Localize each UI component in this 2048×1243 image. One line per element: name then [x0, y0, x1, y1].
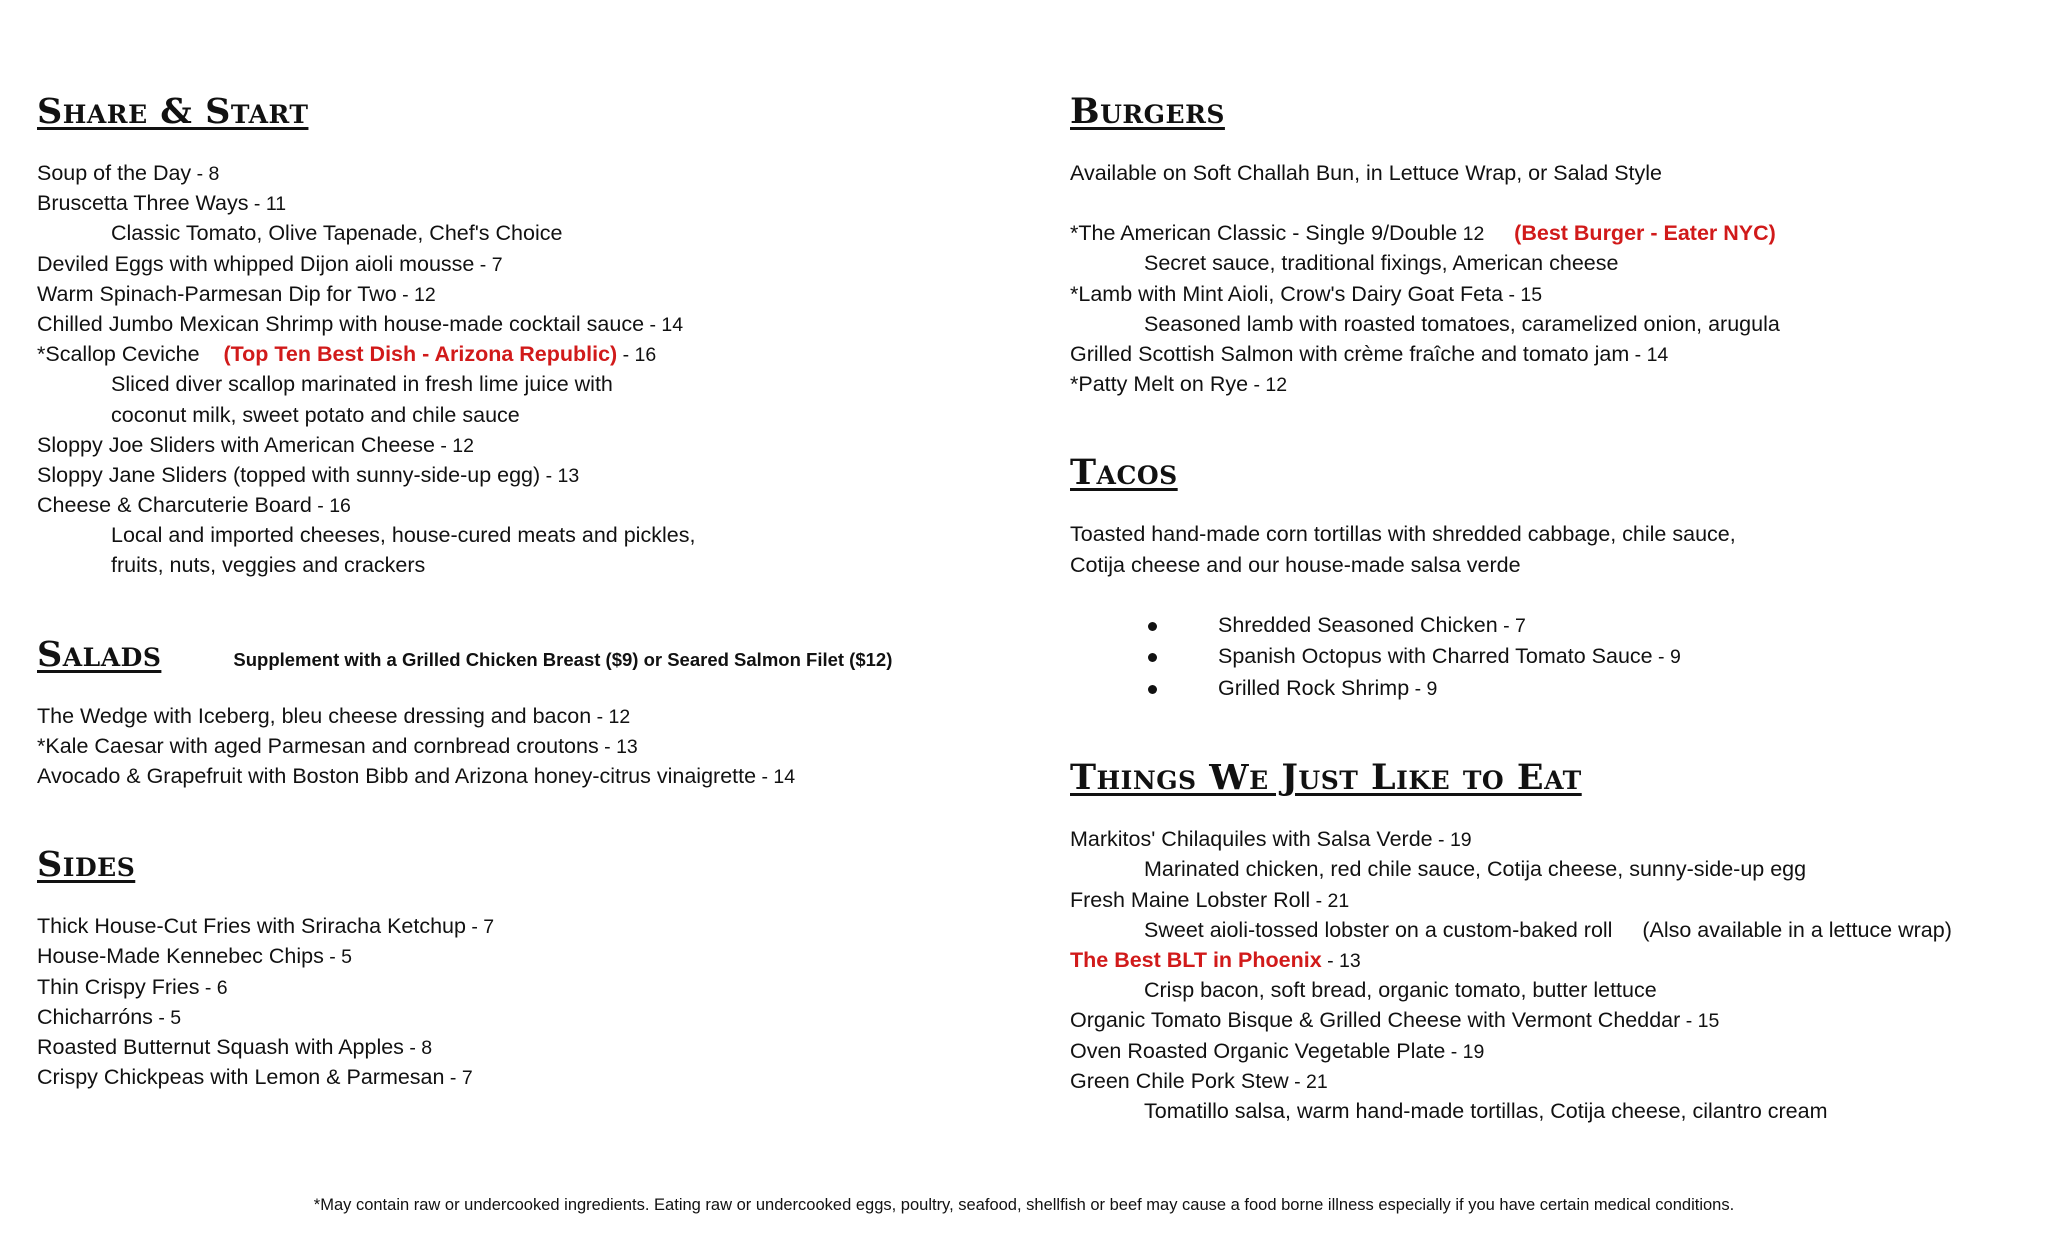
burgers-intro: Available on Soft Challah Bun, in Lettuce Wrap, or Salad Style	[1070, 161, 1663, 185]
menu-item: *Patty Melt on Rye - 12	[1070, 372, 1288, 397]
food-safety-disclaimer: *May contain raw or undercooked ingredients. Eating raw or undercooked eggs, poultry, seafood, shellfish or beef may cause a food borne illness especially if you have certain medical conditions.	[313, 1196, 1735, 1214]
lettuce-wrap-note: (Also available in a lettuce wrap)	[1642, 917, 1952, 942]
menu-item: Roasted Butternut Squash with Apples - 8	[37, 1034, 433, 1059]
left-column	[37, 92, 1037, 1092]
things-heading: Things We Just Like to Eat	[1070, 757, 1582, 799]
menu-item: Warm Spinach-Parmesan Dip for Two - 12	[37, 281, 436, 306]
bullet-icon	[1148, 622, 1157, 631]
menu-item: House-Made Kennebec Chips - 5	[37, 944, 353, 969]
list-item: Shredded Seasoned Chicken - 7	[1070, 610, 2030, 642]
burgers-heading: Burgers	[1070, 91, 1225, 132]
menu-item-description: Sweet aioli-tossed lobster on a custom-baked roll (Also available in a lettuce wrap)	[1144, 917, 1952, 942]
menu-item-description: Sliced diver scallop marinated in fresh lime juice with	[111, 372, 613, 397]
menu-item: Thick House-Cut Fries with Sriracha Ketchup - 7	[37, 914, 495, 939]
menu-item-description: Crisp bacon, soft bread, organic tomato, butter lettuce	[1144, 978, 1657, 1003]
award-item-name: The Best BLT in Phoenix	[1070, 947, 1322, 972]
burgers-section	[1070, 92, 2030, 399]
menu-item: Crispy Chickpeas with Lemon & Parmesan - 7	[37, 1065, 473, 1090]
tacos-section	[1070, 453, 2030, 704]
menu-item: Avocado & Grapefruit with Boston Bibb and Arizona honey-citrus vinaigrette - 14	[37, 764, 796, 788]
menu-item-description: Local and imported cheeses, house-cured meats and pickles,	[111, 523, 696, 548]
menu-item: Sloppy Joe Sliders with American Cheese - 12	[37, 432, 474, 457]
menu-item: Oven Roasted Organic Vegetable Plate - 19	[1070, 1038, 1485, 1063]
menu-item: Cheese & Charcuterie Board - 16	[37, 493, 351, 518]
right-column	[1070, 92, 2030, 1126]
menu-item: *Lamb with Mint Aioli, Crow's Dairy Goat Feta - 15	[1070, 281, 1543, 306]
menu-item: Grilled Scottish Salmon with crème fraîche and tomato jam - 14	[1070, 341, 1669, 366]
menu-item: *Scallop Ceviche (Top Ten Best Dish - Arizona Republic) - 16	[37, 342, 657, 367]
menu-item: Markitos' Chilaquiles with Salsa Verde - 19	[1070, 827, 1472, 852]
award-badge: (Best Burger - Eater NYC)	[1514, 221, 1776, 246]
tacos-intro-line: Cotija cheese and our house-made salsa verde	[1070, 552, 1521, 577]
share-start-heading: Share & Start	[37, 91, 309, 132]
menu-item-description: fruits, nuts, veggies and crackers	[111, 553, 426, 578]
menu-item-description: Marinated chicken, red chile sauce, Cotija cheese, sunny-side-up egg	[1144, 857, 1807, 882]
bullet-icon	[1148, 653, 1157, 662]
tacos-list	[1070, 610, 2030, 705]
menu-item: The Wedge with Iceberg, bleu cheese dressing and bacon - 12	[37, 703, 631, 728]
menu-item: Chicharróns - 5	[37, 1004, 182, 1029]
salads-heading: Salads	[37, 633, 162, 675]
menu-item-description: Classic Tomato, Olive Tapenade, Chef's Choice	[111, 221, 563, 246]
menu-item: The Best BLT in Phoenix - 13	[1070, 947, 1361, 972]
menu-item: Organic Tomato Bisque & Grilled Cheese with Vermont Cheddar - 15	[1070, 1008, 1720, 1033]
menu-item: Sloppy Jane Sliders (topped with sunny-side-up egg) - 13	[37, 462, 580, 487]
list-item: Grilled Rock Shrimp - 9	[1070, 673, 2030, 705]
menu-item-description: Secret sauce, traditional fixings, American cheese	[1144, 251, 1619, 276]
menu-item-description: Seasoned lamb with roasted tomatoes, caramelized onion, arugula	[1144, 311, 1780, 336]
list-item: Spanish Octopus with Charred Tomato Sauce - 9	[1070, 641, 2030, 673]
menu-item: *The American Classic - Single 9/Double 12 (Best Burger - Eater NYC)	[1070, 221, 1776, 246]
menu-item: Deviled Eggs with whipped Dijon aioli mousse - 7	[37, 251, 503, 276]
sides-heading: Sides	[37, 844, 136, 886]
menu-item-description: Tomatillo salsa, warm hand-made tortillas, Cotija cheese, cilantro cream	[1144, 1098, 1828, 1123]
sides-section	[37, 845, 1037, 1092]
share-start-section	[37, 92, 1037, 581]
menu-item: Bruscetta Three Ways - 11	[37, 191, 287, 216]
bullet-icon	[1148, 685, 1157, 694]
menu-item: Fresh Maine Lobster Roll - 21	[1070, 887, 1350, 912]
tacos-heading: Tacos	[1070, 452, 1178, 494]
tacos-intro-line: Toasted hand-made corn tortillas with shredded cabbage, chile sauce,	[1070, 522, 1736, 547]
menu-item: Green Chile Pork Stew - 21	[1070, 1068, 1328, 1093]
menu-item: Soup of the Day - 8	[37, 161, 220, 185]
menu-item: Thin Crispy Fries - 6	[37, 974, 228, 999]
salads-supplement-note: Supplement with a Grilled Chicken Breast ($9) or Seared Salmon Filet ($12)	[233, 648, 893, 670]
things-section	[1070, 758, 2030, 1126]
menu-item: Chilled Jumbo Mexican Shrimp with house-made cocktail sauce - 14	[37, 311, 684, 336]
award-badge: (Top Ten Best Dish - Arizona Republic)	[223, 342, 618, 367]
salads-section	[37, 635, 1037, 792]
menu-item: *Kale Caesar with aged Parmesan and cornbread croutons - 13	[37, 733, 638, 758]
menu-item-description: coconut milk, sweet potato and chile sauce	[111, 402, 520, 427]
